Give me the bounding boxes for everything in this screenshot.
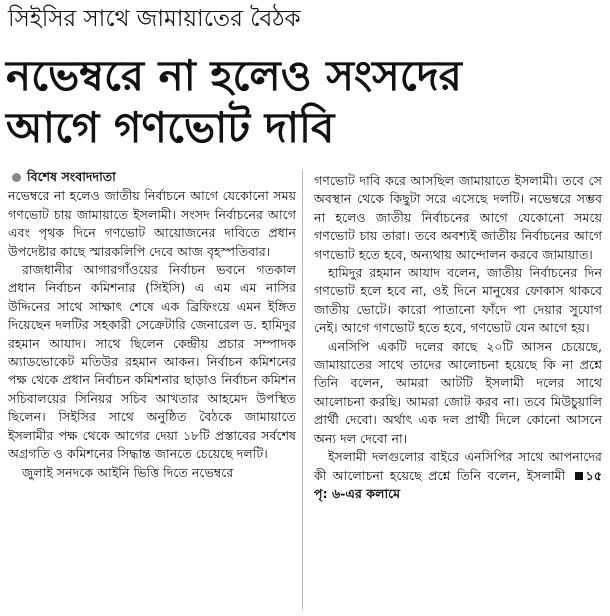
- right-paragraph-4: [314, 448, 602, 503]
- kicker-headline: সিইসির সাথে জামায়াতের বৈঠক: [8, 6, 301, 32]
- byline-author: বিশেষ সংবাদদাতা: [27, 169, 116, 184]
- byline: [8, 168, 296, 186]
- right-column: [314, 172, 602, 503]
- left-column: [8, 168, 296, 482]
- headline-line-2: আগে গণভোট দাবি: [6, 103, 335, 152]
- left-paragraph-3: জুলাই সনদকে আইনি ভিত্তি দিতে নভেম্বরে: [22, 464, 234, 480]
- square-icon: [575, 472, 583, 480]
- jump-text: ১৫ পৃ: ৬-এর কলামে: [314, 467, 602, 501]
- headline-line-1: নভেম্বরে না হলেও সংসদের: [6, 51, 462, 100]
- right-paragraph-4-text: ইসলামী দলগুলোর বাইরে এনসিপির সাথে আপনাদের কী আলোচনা হয়েছে প্রশ্নে তিনি বলেন, ইসলামী: [314, 449, 602, 483]
- right-paragraph-3: এনসিপি একটি দলের কাছে ২০টি আসন চেয়েছে, জামায়াতের সাথে তাদের আলোচনা হয়েছে কি না প্রশ্নে তিনি বলেন, আমরা আটটি ইসলামী দলের সাথে আলোচনা করছি। আমরা জোট করব না। তবে মিউচুয়ালি প্রার্থী দেবো। অর্থাৎ এক দল প্রার্থী দিলে কোনো আসনে অন্য দল দেবো না।: [314, 338, 602, 446]
- left-paragraph-2: রাজধানীর আগারগাঁওয়ের নির্বাচন ভবনে গতকাল প্রধান নির্বাচন কমিশনার (সিইসি) এ এম এম নাসির উদ্দিনের সাথে সাক্ষাৎ শেষে এক ব্রিফিংয়ে এমন ইঙ্গিত দিয়েছেন দলটির সহকারী সেক্রেটারি জেনারেল ড. হামিদুর রহমান আযাদ। সাথে ছিলেন কেন্দ্রীয় প্রচার সম্পাদক অ্যাডভোকেট মতিউর রহমান আকন। নির্বাচন কমিশনের পক্ষ থেকে প্রধান নির্বাচন কমিশনার ছাড়াও নির্বাচন কমিশন সচিবালয়ের সিনিয়র সচিব আখতার আহমেদ উপস্থিত ছিলেন। সিইসির সাথে অনুষ্ঠিত বৈঠকে জামায়াতে ইসলামীর পক্ষ থেকে আগের দেয়া ১৮টি প্রস্তাবের সর্বশেষ অগ্রগতি ও কমিশনের সিদ্ধান্ত জানতে চেয়েছে দলটি।: [8, 262, 296, 462]
- right-paragraph-1: গণভোট দাবি করে আসছিল জামায়াতে ইসলামী। তবে সে অবস্থান থেকে কিছুটা সরে এসেছে দলটি। নভেম্বরে সম্ভব না হলেও জাতীয় নির্বাচনের আগে যেকোনো সময়ে গণভোট চায় তারা। তবে অবশ্যই জাতীয় নির্বাচনের আগে গণভোট হতে হবে, অন্যথায় আন্দোলন করবে জামায়াত।: [314, 173, 602, 262]
- bullet-icon: [12, 173, 21, 182]
- left-paragraph-1: নভেম্বরে না হলেও জাতীয় নির্বাচনে আগে যেকোনো সময় গণভোট চায় জামায়াতে ইসলামী। সংসদ নির্বাচনের আগে এবং পৃথক দিনে গণভোট আয়োজনের দাবিতে প্রধান উপদেষ্টার কাছে স্মারকলিপি দেবে আজ বৃহস্পতিবার।: [8, 188, 296, 259]
- main-headline: [6, 50, 606, 154]
- column-divider: [302, 170, 303, 610]
- right-paragraph-2: হামিদুর রহমান আযাদ বলেন, জাতীয় নির্বাচনের দিন গণভোট হলে হবে না, ওই দিনে মানুষের ফোকাস থাকবে জাতীয় ভোটে। কারো পাতানো ফাঁদে পা দেয়ার সুযোগ নেই। আগে গণভোট হতে হবে, গণভোট যেন আগে হয়।: [314, 265, 602, 336]
